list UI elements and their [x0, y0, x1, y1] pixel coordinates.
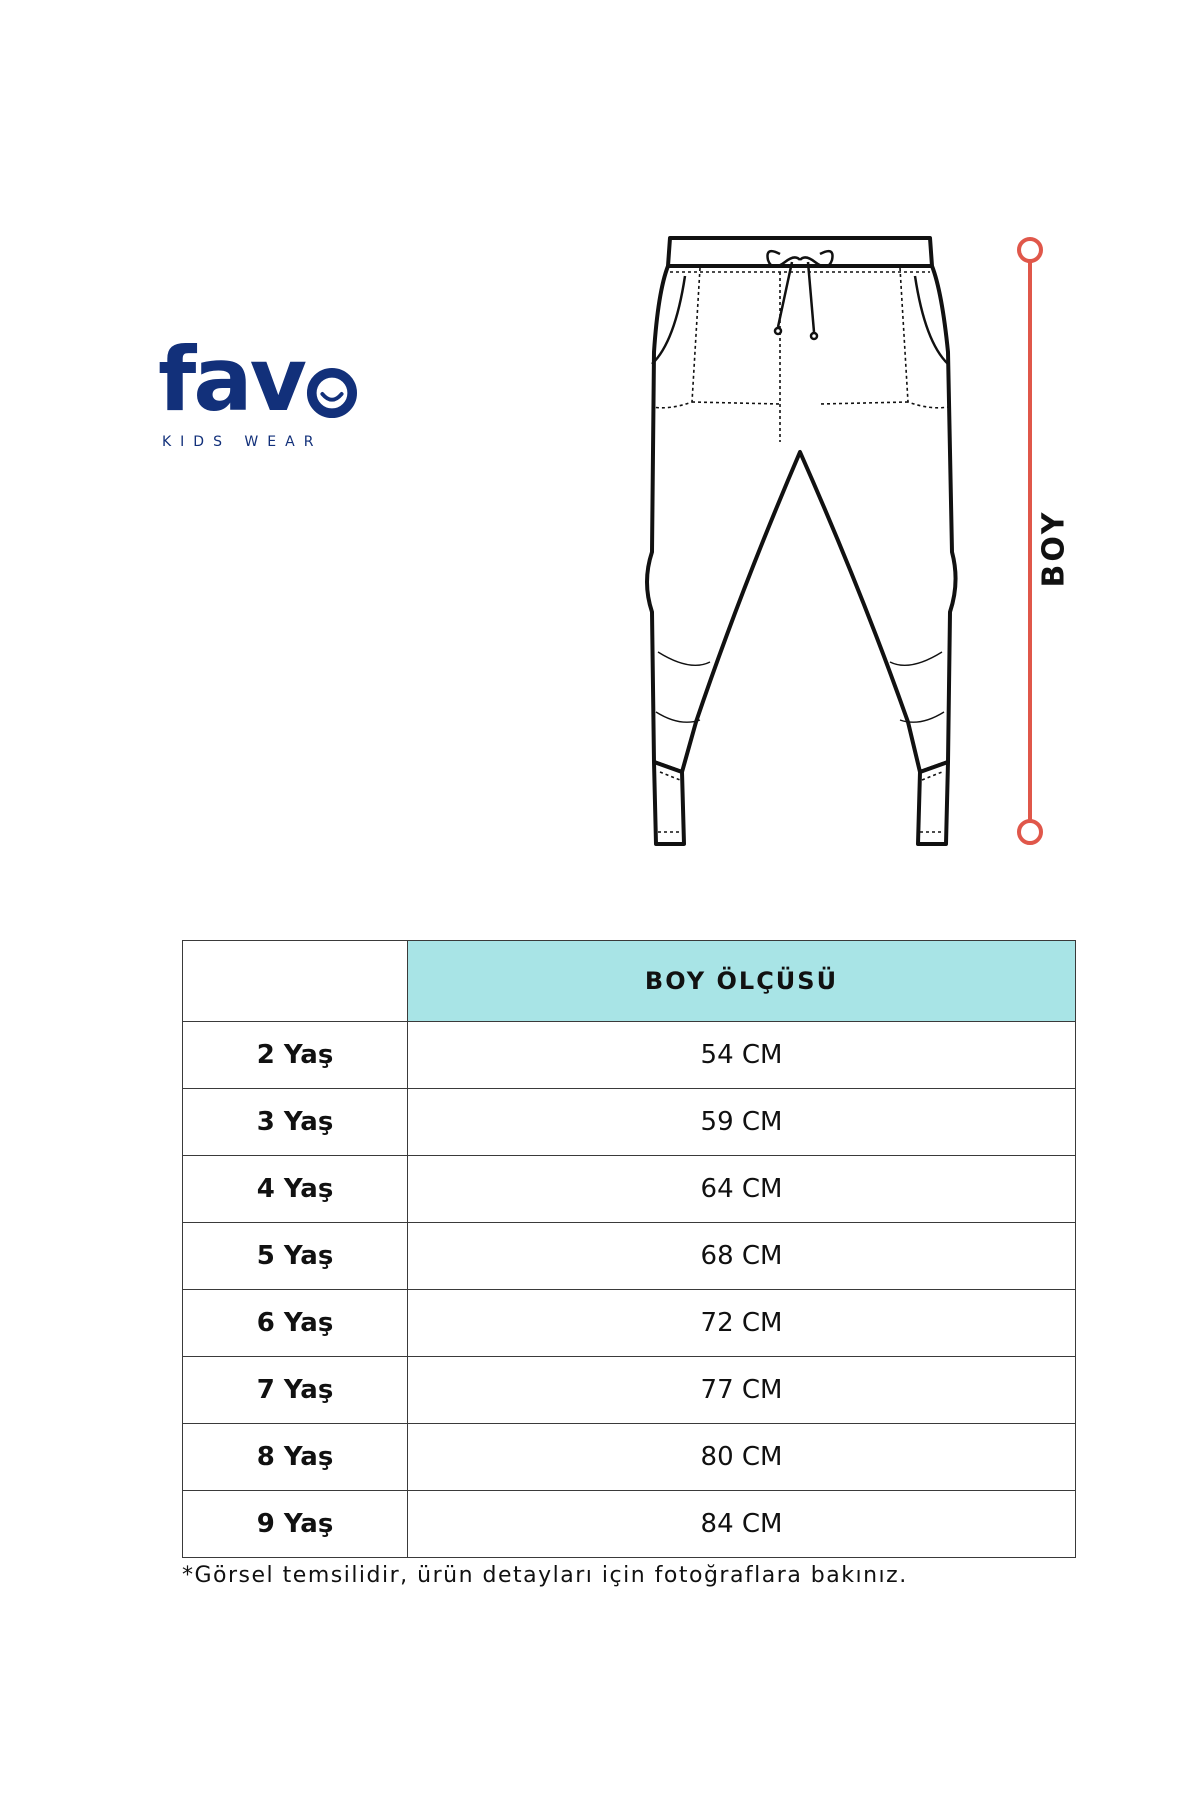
size-chart-table	[182, 940, 1076, 1558]
table-corner-cell	[183, 941, 408, 1022]
column-header: BOY ÖLÇÜSÜ	[408, 941, 1076, 1022]
length-cell: 80 CM	[408, 1424, 1076, 1491]
age-cell: 7 Yaş	[183, 1357, 408, 1424]
table-row	[183, 1424, 1076, 1491]
age-cell: 5 Yaş	[183, 1223, 408, 1290]
brand-wordmark	[158, 328, 358, 431]
table-row	[183, 1223, 1076, 1290]
length-cell: 84 CM	[408, 1491, 1076, 1558]
age-cell: 4 Yaş	[183, 1156, 408, 1223]
table-row	[183, 1156, 1076, 1223]
age-cell: 9 Yaş	[183, 1491, 408, 1558]
table-row	[183, 1357, 1076, 1424]
length-cell: 64 CM	[408, 1156, 1076, 1223]
age-cell: 3 Yaş	[183, 1089, 408, 1156]
age-cell: 2 Yaş	[183, 1022, 408, 1089]
age-cell: 6 Yaş	[183, 1290, 408, 1357]
brand-logo	[158, 328, 358, 450]
age-cell: 8 Yaş	[183, 1424, 408, 1491]
brand-tagline: KIDS WEAR	[162, 434, 323, 450]
smiley-o-icon	[306, 366, 358, 420]
table-row	[183, 1290, 1076, 1357]
brand-letters: fav	[158, 328, 305, 431]
measure-label: BOY	[1036, 509, 1072, 588]
table-row	[183, 1022, 1076, 1089]
table-row	[183, 1089, 1076, 1156]
length-cell: 77 CM	[408, 1357, 1076, 1424]
table-header-row	[183, 941, 1076, 1022]
length-cell: 59 CM	[408, 1089, 1076, 1156]
jogger-pants-icon	[630, 232, 970, 852]
length-cell: 72 CM	[408, 1290, 1076, 1357]
table-row	[183, 1491, 1076, 1558]
length-cell: 54 CM	[408, 1022, 1076, 1089]
length-cell: 68 CM	[408, 1223, 1076, 1290]
disclaimer-note: *Görsel temsilidir, ürün detayları için fotoğraflara bakınız.	[182, 1563, 908, 1588]
